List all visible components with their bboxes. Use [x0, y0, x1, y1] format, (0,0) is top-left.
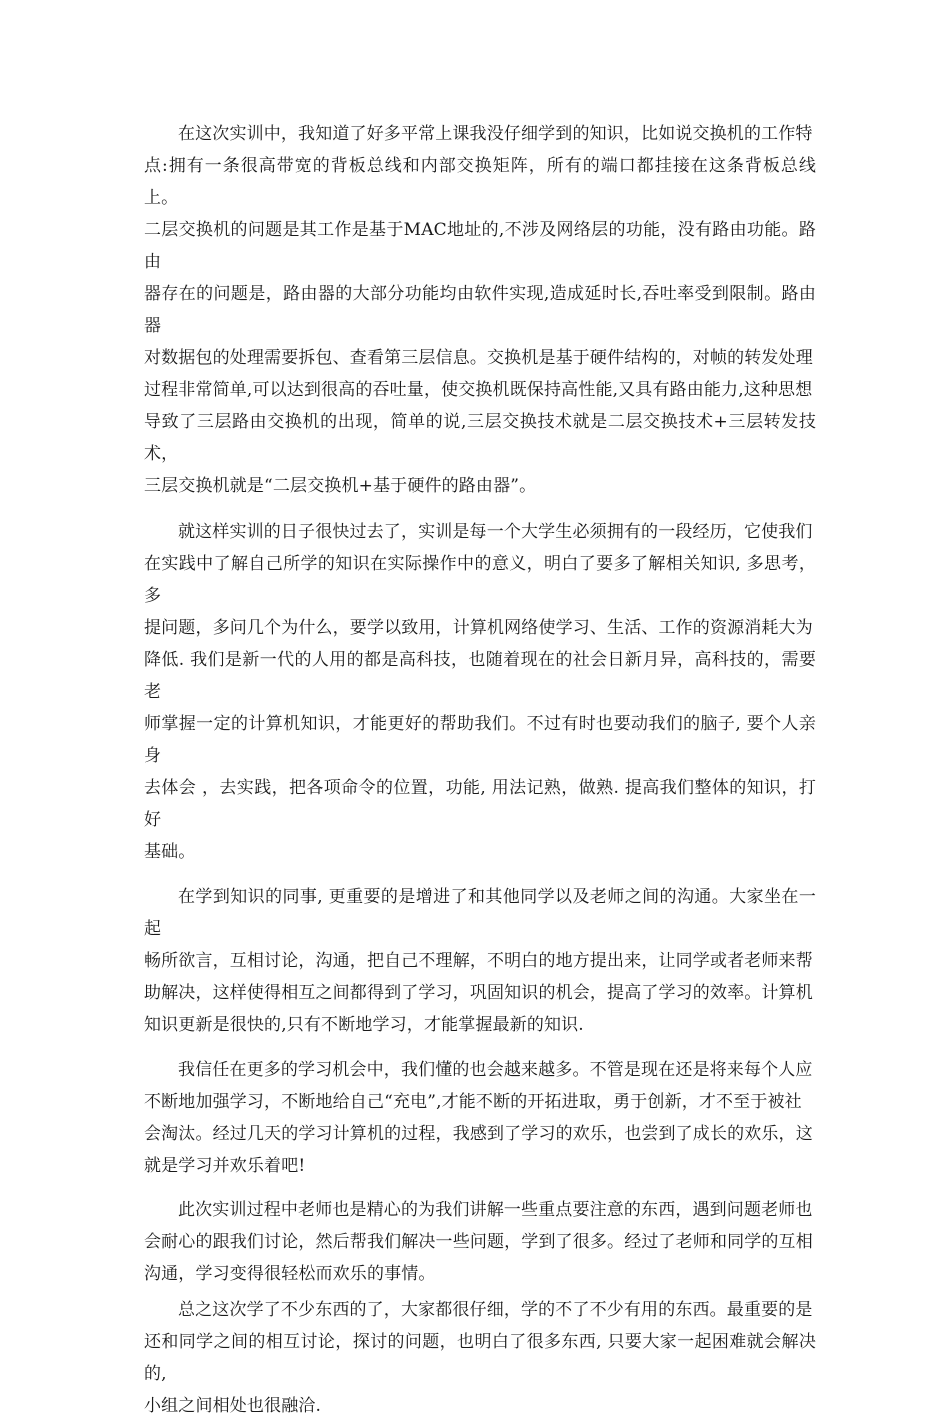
paragraph-switching-knowledge: 在这次实训中，我知道了好多平常上课我没仔细学到的知识，比如说交换机的工作特 点:拥有一条很高带宽的背板总线和内部交换矩阵，所有的端口都挂接在这条背板总线上。 二层交换机的问题是其工作是基于MAC地址的,不涉及网络层的功能，没有路由功能。路由 器存在的问题是，路由器的大部分功能均由软件实现,造成延时长,吞吐率受到限制。路由器 对数据包的处理需要拆包、查看第三层信息。交换机是基于硬件结构的，对帧的转发处理 过程非常简单,可以达到很高的吞吐量，使交换机既保持高性能,又具有路由能力,这种思想 导致了三层路由交换机的出现，简单的说,三层交换技术就是二层交换技术+三层转发技术， 三层交换机就是“二层交换机+基于硬件的路由器”。	[144, 124, 816, 496]
paragraph-teacher-guidance: 此次实训过程中老师也是精心的为我们讲解一些重点要注意的东西，遇到问题老师也 会耐心的跟我们讨论，然后帮我们解决一些问题，学到了很多。经过了老师和同学的互相 沟通，学习变得很轻松而欢乐的事情。	[144, 1200, 813, 1284]
paragraph-summary: 总之这次学了不少东西的了，大家都很仔细，学的不了不少有用的东西。最重要的是 还和同学之间的相互讨论，探讨的问题，也明白了很多东西, 只要大家一起困难就会解决的, 小组之间相处也很融洽.	[144, 1300, 816, 1416]
paragraph-training-experience: 就这样实训的日子很快过去了，实训是每一个大学生必须拥有的一段经历，它使我们 在实践中了解自己所学的知识在实际操作中的意义，明白了要多了解相关知识, 多思考，多 提问题，多问几个为什么，要学以致用，计算机网络使学习、生活、工作的资源消耗大为 降低. 我们是新一代的人用的都是高科技，也随着现在的社会日新月异，高科技的，需要老 师掌握一定的计算机知识，才能更好的帮助我们。不过有时也要动我们的脑子, 要个人亲身 去体会 ，去实践，把各项命令的位置，功能, 用法记熟，做熟. 提高我们整体的知识，打好 基础。	[144, 522, 816, 862]
paragraph-continuous-learning: 我信任在更多的学习机会中，我们懂的也会越来越多。不管是现在还是将来每个人应 不断地加强学习，不断地给自己“充电”,才能不断的开拓进取，勇于创新，才不至于被社 会淘汰。经过几天的学习计算机的过程，我感到了学习的欢乐，也尝到了成长的欢乐，这 就是学习并欢乐着吧!	[144, 1060, 813, 1176]
paragraph-communication: 在学到知识的同事, 更重要的是增进了和其他同学以及老师之间的沟通。大家坐在一起 畅所欲言，互相讨论，沟通，把自己不理解，不明白的地方提出来，让同学或者老师来帮 助解决，这样使得相互之间都得到了学习，巩固知识的机会，提高了学习的效率。计算机 知识更新是很快的,只有不断地学习，才能掌握最新的知识.	[144, 887, 816, 1035]
document-body	[144, 118, 816, 1422]
